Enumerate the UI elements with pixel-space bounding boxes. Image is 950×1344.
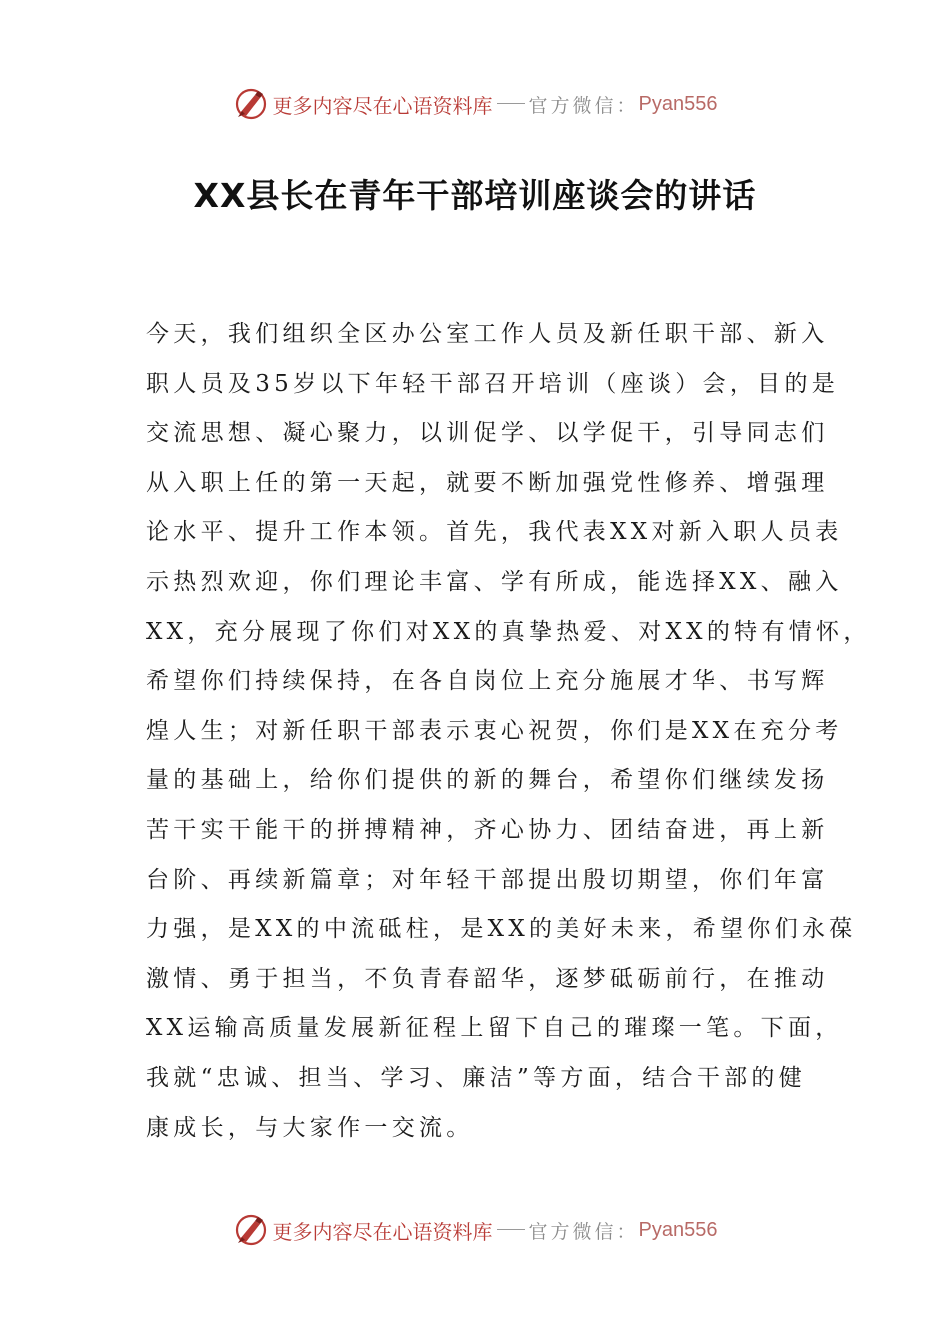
watermark-official-label: 官方微信： — [528, 94, 639, 117]
header-watermark — [0, 82, 950, 126]
paragraph-line: 力强，是XX的中流砥柱，是XX的美好未来，希望你们永葆 — [146, 916, 857, 943]
watermark-handle: Pyan556 — [638, 92, 718, 115]
paragraph-line: 康成长，与大家作一交流。 — [146, 1114, 474, 1141]
paragraph-line: 我就“忠诚、担当、学习、廉洁”等方面，结合干部的健 — [146, 1064, 807, 1091]
speech-paragraph — [146, 310, 871, 1153]
paragraph-line: 从入职上任的第一天起，就要不断加强党性修养、增强理 — [146, 469, 829, 496]
watermark-handle: Pyan556 — [638, 1218, 718, 1241]
paragraph-line: XX运输高质量发展新征程上留下自己的璀璨一笔。下面， — [146, 1015, 843, 1042]
pen-in-circle-icon — [233, 1212, 269, 1248]
watermark-divider — [497, 103, 525, 104]
document-title: XX县长在青年干部培训座谈会的讲话 — [193, 176, 757, 215]
paragraph-line: 量的基础上，给你们提供的新的舞台，希望你们继续发扬 — [146, 767, 829, 794]
paragraph-line: 论水平、提升工作本领。首先，我代表XX对新入职人员表 — [146, 519, 843, 546]
watermark-official-label: 官方微信： — [528, 1220, 639, 1243]
paragraph-line: 煌人生；对新任职干部表示衷心祝贺，你们是XX在充分考 — [146, 717, 843, 744]
pen-in-circle-icon — [233, 86, 269, 122]
paragraph-line: 职人员及35岁以下年轻干部召开培训（座谈）会，目的是 — [146, 370, 840, 397]
paragraph-line: 激情、勇于担当，不负青春韶华，逐梦砥砺前行，在推动 — [146, 965, 829, 992]
paragraph-line: 示热烈欢迎，你们理论丰富、学有所成，能选择XX、融入 — [146, 568, 843, 595]
paragraph-line: 今天，我们组织全区办公室工作人员及新任职干部、新入 — [146, 321, 829, 347]
paragraph-line: 苦干实干能干的拼搏精神，齐心协力、团结奋进，再上新 — [146, 816, 829, 843]
watermark-brand: 更多内容尽在心语资料库 — [272, 1219, 493, 1244]
paragraph-line: 交流思想、凝心聚力，以训促学、以学促干，引导同志们 — [146, 420, 829, 447]
paragraph-line: 台阶、再续新篇章；对年轻干部提出殷切期望，你们年富 — [146, 866, 829, 893]
paragraph-line: XX，充分展现了你们对XX的真挚热爱、对XX的特有情怀， — [146, 618, 871, 645]
paragraph-line: 希望你们持续保持，在各自岗位上充分施展才华、书写辉 — [146, 668, 829, 695]
footer-watermark — [0, 1208, 950, 1252]
watermark-brand: 更多内容尽在心语资料库 — [272, 93, 493, 118]
watermark-divider — [497, 1229, 525, 1230]
